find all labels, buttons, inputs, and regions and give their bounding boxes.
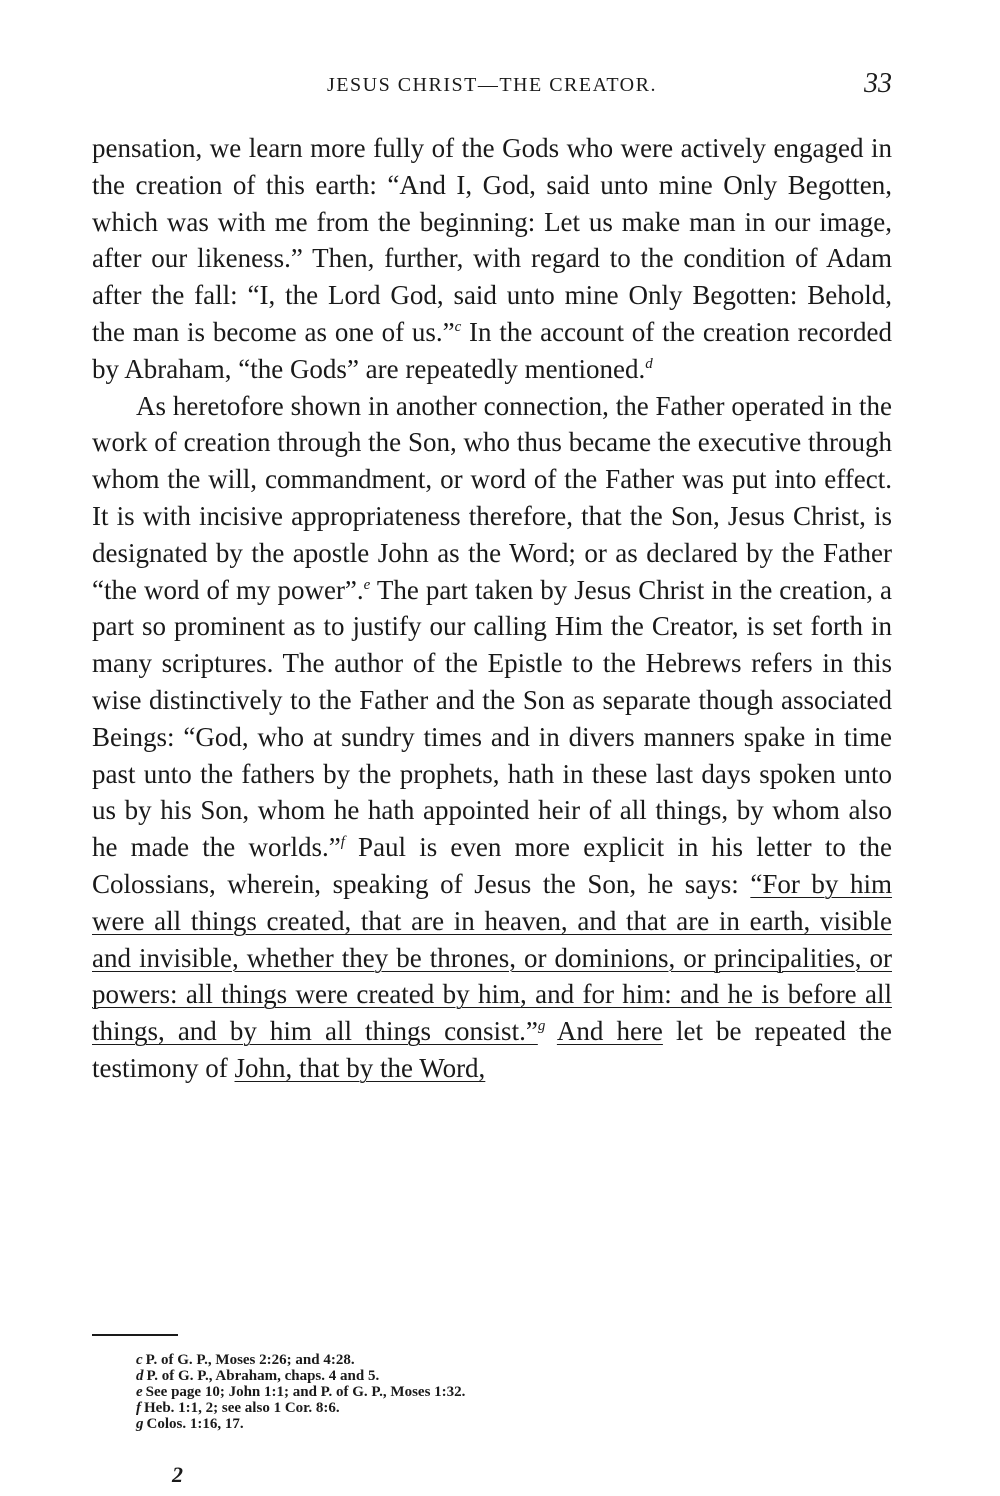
footnote-key: f: [136, 1400, 141, 1416]
footnote-divider: [92, 1334, 178, 1336]
underlined-text: And here: [556, 1016, 663, 1047]
footnote-ref-f: f: [340, 834, 345, 851]
paragraph-text: Paul is even more explicit in his letter to the Colossians, wherein, speaking of Jesus the Son, he says:: [92, 832, 893, 899]
paragraph-text: let be repeated the testimony of: [92, 1016, 893, 1083]
paragraph-text: pensation, we learn more fully of the Gods who were actively engaged in the creation of this earth: “And I, God, said unto mine Only Begotten, which was with me from the beginning: Let us make man in our image, after our likeness.” Then, further, with regard to the condition of Adam after the fall: “I, the Lord God, said unto mine Only Begotten: Behold, the man is become as one of us.”: [92, 133, 892, 347]
paragraph-text: The part taken by Jesus Christ in the creation, a part so prominent as to justify our calling Him the Creator, is set forth in many scriptures. The author of the Epistle to the Hebrews refers in this wise distinctively to the Father and the Son as separate though associated Beings: “God, who at sundry times and in divers manners spake in time past unto the fathers by the prophets, hath in these last days spoken unto us by his Son, whom he hath appointed heir of all things, by whom also he made the worlds.”: [92, 574, 892, 863]
running-title: JESUS CHRIST—THE CREATOR.: [327, 74, 657, 96]
paragraph-text: In the account of the creation recorded by Abraham, “the Gods” are repeatedly mentioned.: [92, 316, 892, 384]
footnote-d: [136, 1368, 736, 1384]
footnote-ref-d: d: [645, 355, 653, 372]
footnote-text: Heb. 1:1, 2; see also 1 Cor. 8:6.: [144, 1400, 340, 1416]
footnote-ref-c: c: [454, 318, 462, 335]
page-number: 33: [864, 68, 892, 99]
footnote-text: See page 10; John 1:1; and P. of G. P., Moses 1:32.: [145, 1384, 466, 1400]
paragraph-2: [92, 388, 892, 1087]
footnote-ref-g: g: [537, 1018, 546, 1035]
footnotes: [136, 1352, 736, 1432]
footnote-text: Colos. 1:16, 17.: [146, 1416, 244, 1432]
footnote-g: [136, 1416, 736, 1432]
footnote-f: [136, 1400, 736, 1416]
underlined-quote: “For by him were all things created, that are in heaven, and that are in earth, visible and invisible, whether they be thrones, or dominions, or principalities, or powers: all things were created by him, and for him: and he is before all things, and by him all things consist.”: [92, 868, 893, 1047]
footnote-text: P. of G. P., Abraham, chaps. 4 and 5.: [146, 1368, 380, 1384]
footnote-ref-e: e: [363, 576, 371, 593]
footnote-text: P. of G. P., Moses 2:26; and 4:28.: [145, 1352, 355, 1368]
page-header: [92, 66, 892, 106]
footnote-key: c: [136, 1352, 143, 1368]
paragraph-text: As heretofore shown in another connection, the Father operated in the work of creation through the Son, who thus became the executive through whom the will, commandment, or word of the Father was put into effect. It is with incisive appropriateness therefore, that the Son, Jesus Christ, is designated by the apostle John as the Word; or as declared by the Father “the word of my power”.: [92, 390, 892, 605]
paragraph-text: [545, 1016, 557, 1046]
footnote-key: d: [136, 1368, 144, 1384]
paragraph-1: [92, 130, 892, 388]
footnote-e: [136, 1384, 736, 1400]
body-text: [92, 130, 892, 1087]
signature-mark: 2: [172, 1462, 183, 1487]
footnote-key: e: [136, 1384, 143, 1400]
footnote-key: g: [136, 1416, 144, 1432]
footnote-c: [136, 1352, 736, 1368]
underlined-text: John, that by the Word,: [234, 1052, 486, 1083]
